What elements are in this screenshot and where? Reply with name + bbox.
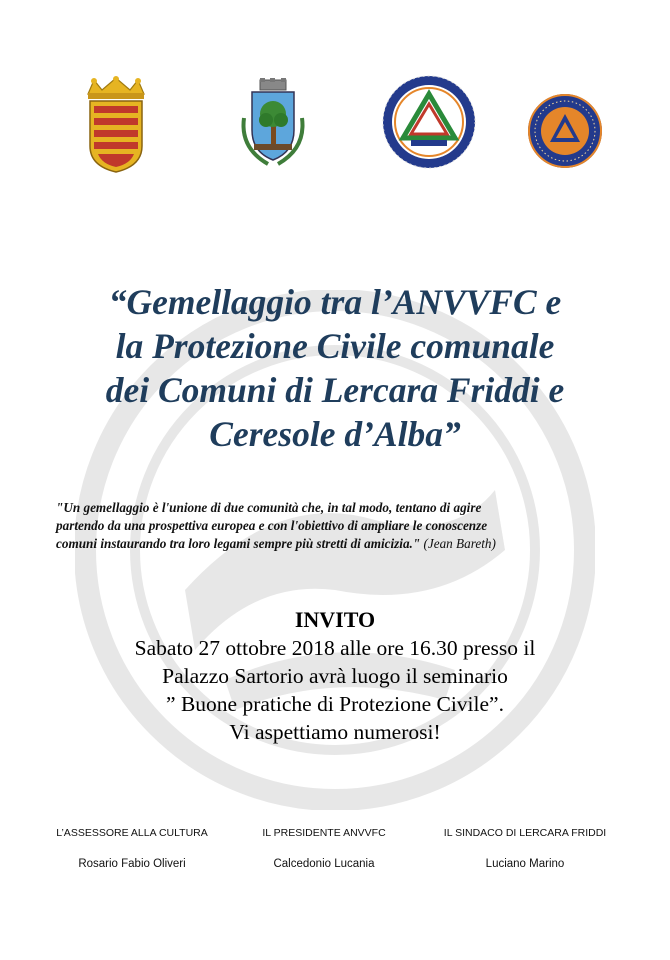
event-title bbox=[30, 280, 640, 456]
invitation-line: Palazzo Sartorio avrà luogo il seminario bbox=[162, 664, 508, 688]
signature-role: L’ASSESSORE ALLA CULTURA bbox=[56, 827, 208, 839]
signature-role: IL PRESIDENTE ANVVFC bbox=[262, 827, 386, 839]
signature-assessore bbox=[22, 826, 242, 871]
signature-presidente bbox=[214, 826, 434, 871]
signature-name: Luciano Marino bbox=[485, 858, 565, 870]
title-line: la Protezione Civile comunale bbox=[115, 326, 555, 366]
twinning-quote bbox=[56, 499, 616, 553]
signature-role: IL SINDACO DI LERCARA FRIDDI bbox=[443, 827, 607, 839]
civil-protection-coordination-seal-icon bbox=[526, 92, 604, 170]
quote-line: comuni instaurando tra loro legami sempre più stretti di amicizia." bbox=[56, 536, 421, 551]
invitation-heading: INVITO bbox=[294, 607, 376, 632]
invitation-line: ” Buone pratiche di Protezione Civile”. bbox=[166, 692, 504, 716]
quote-line: partendo da una prospettiva europea e con l'obiettivo di ampliare le conoscenze bbox=[56, 518, 488, 533]
quote-author: (Jean Bareth) bbox=[423, 536, 496, 551]
tree-coat-of-arms-icon bbox=[238, 78, 308, 170]
signature-sindaco bbox=[415, 826, 635, 871]
crowned-coat-of-arms-icon bbox=[82, 76, 150, 174]
title-line: dei Comuni di Lercara Friddi e bbox=[105, 370, 565, 410]
signature-name: Rosario Fabio Oliveri bbox=[78, 858, 186, 870]
invitation-line: Vi aspettiamo numerosi! bbox=[229, 720, 441, 744]
logo-row bbox=[0, 70, 670, 180]
title-line: “Gemellaggio tra l’ANVVFC e bbox=[108, 282, 562, 322]
quote-line-last bbox=[56, 535, 616, 553]
invitation-block bbox=[30, 606, 640, 746]
quote-line: "Un gemellaggio è l'unione di due comunità che, in tal modo, tentano di agire bbox=[56, 500, 482, 515]
invitation-line: Sabato 27 ottobre 2018 alle ore 16.30 presso il bbox=[134, 636, 536, 660]
anvvfc-association-seal-icon bbox=[381, 74, 477, 170]
signatures-row bbox=[0, 826, 670, 886]
signature-name: Calcedonio Lucania bbox=[273, 858, 375, 870]
title-line: Ceresole d’Alba” bbox=[209, 414, 461, 454]
